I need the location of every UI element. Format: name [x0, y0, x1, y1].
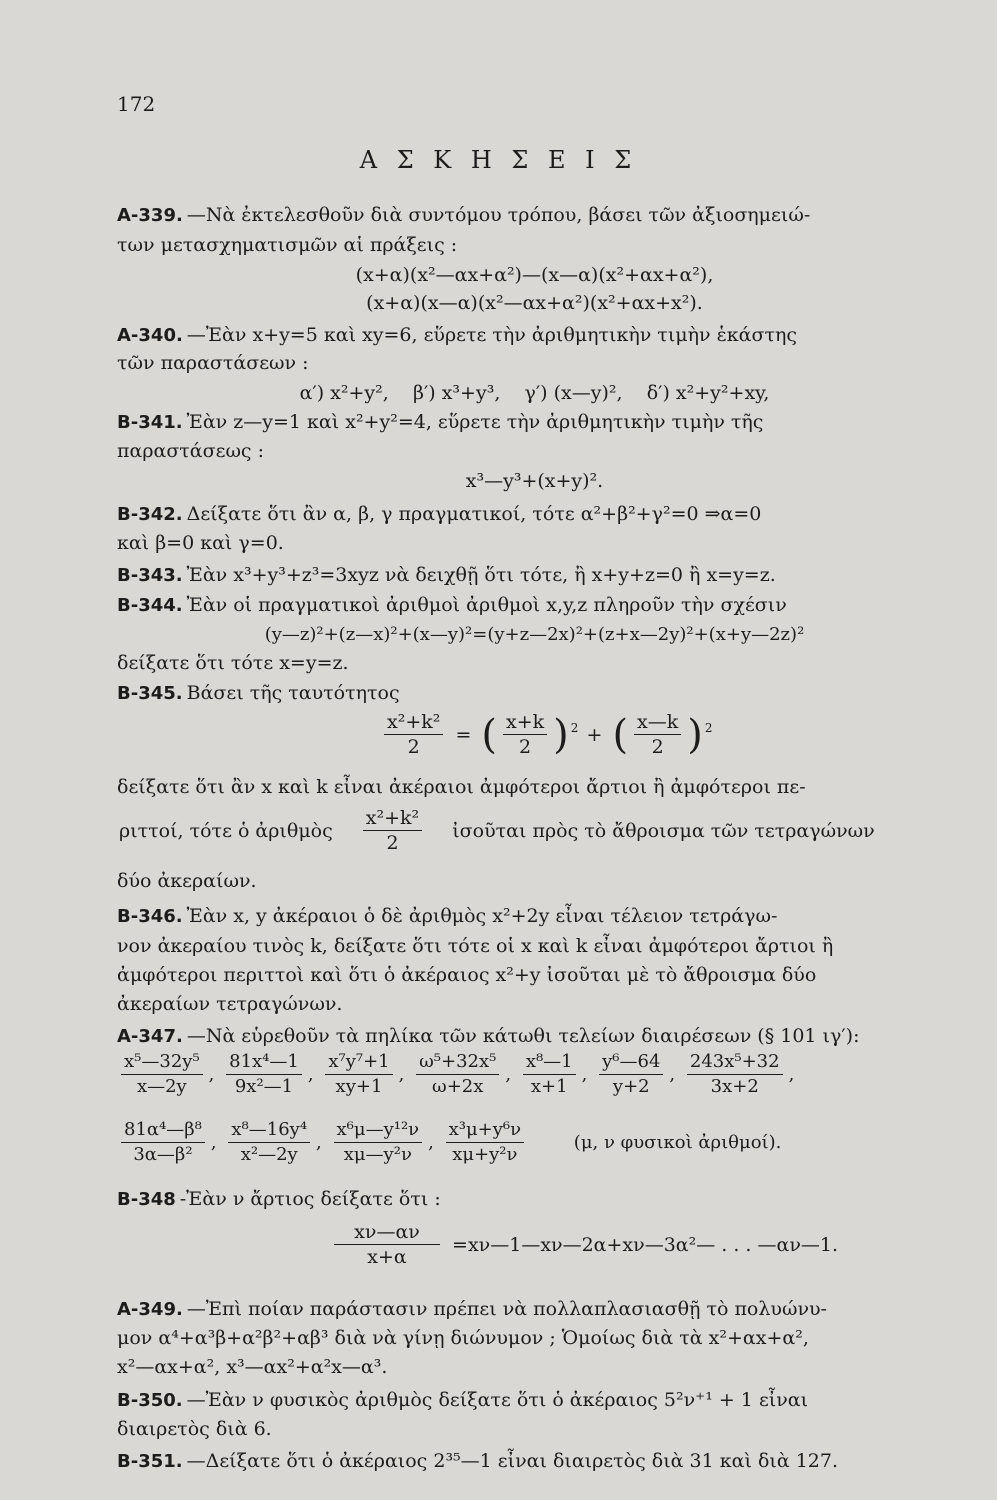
exercise-339-line1 [117, 202, 952, 229]
exercise-349-line1 [117, 1296, 952, 1323]
fraction-denominator: 2 [386, 832, 399, 854]
exercise-text: -Ἐὰν ν ἄρτιος δείξατε ὅτι : [179, 1188, 441, 1210]
fraction [384, 710, 443, 759]
quotient-fraction [121, 1118, 205, 1167]
exercise-350-line2: διαιρετὸς διὰ 6. [117, 1418, 272, 1440]
fraction-denominator: 9x²—1 [234, 1076, 294, 1097]
exercise-347-line1 [117, 1023, 952, 1050]
quotient-fraction [325, 1050, 392, 1099]
exercise-label: B-343. [117, 565, 183, 586]
quotient-fraction [334, 1118, 423, 1167]
exercise-341-line1 [117, 409, 952, 436]
left-paren: ( [612, 711, 629, 758]
page-title: Α Σ Κ Η Σ Ε Ι Σ [359, 146, 638, 174]
fraction [334, 1220, 440, 1269]
comma: , [505, 1064, 512, 1085]
exercise-351-line1 [117, 1448, 952, 1475]
exercise-344-line2: δείξατε ὅτι τότε x=y=z. [117, 652, 349, 674]
exercise-label: B-348 [117, 1189, 176, 1210]
exercise-label: A-347. [117, 1026, 183, 1047]
plus-sign: + [586, 723, 603, 746]
exercise-342-line1 [117, 501, 952, 528]
exercise-text: —Νὰ εὑρεθοῦν τὰ πηλίκα τῶν κάτωθι τελείων διαιρέσεων (§ 101 ιγ′): [186, 1025, 860, 1047]
exercise-340-formula: α′) x²+y², β′) x³+y³, γ′) (x—y)², δ′) x²+y²+xy, [299, 382, 770, 404]
exercise-350-line1 [117, 1387, 952, 1414]
fraction-numerator: x⁷y⁷+1 [325, 1050, 392, 1075]
exercise-label: A-339. [117, 205, 183, 226]
fraction [363, 806, 422, 855]
quotient-fraction [121, 1050, 203, 1099]
fraction-denominator: x—2y [136, 1076, 187, 1097]
exercise-343-line1 [117, 562, 952, 589]
exponent: 2 [704, 721, 713, 736]
exercise-344-formula: (y—z)²+(z—x)²+(x—y)²=(y+z—2x)²+(z+x—2y)²+(x+y—2z)² [264, 624, 805, 645]
quotient-fraction [523, 1050, 576, 1099]
exercise-342-line2: καὶ β=0 καὶ γ=0. [117, 532, 284, 554]
fraction-denominator: 3x+2 [710, 1076, 759, 1097]
exercise-339-formula1: (x+α)(x²—αx+α²)—(x—α)(x²+αx+α²), [355, 264, 714, 286]
exercise-346-line3: ἀμφότεροι περιττοὶ καὶ ὅτι ὁ ἀκέραιος x²+y ἰσοῦται μὲ τὸ ἄθροισμα δύο [117, 964, 817, 986]
fraction-numerator: x²+k² [363, 806, 422, 831]
comma: , [581, 1064, 588, 1085]
quotient-fraction [416, 1050, 499, 1099]
exercise-345-line4: δύο ἀκεραίων. [117, 870, 257, 892]
fraction-denominator: 3α—β² [133, 1144, 193, 1165]
exercise-339-formula2: (x+α)(x—α)(x²—αx+α²)(x²+αx+x²). [366, 292, 703, 314]
fraction-numerator: x⁸—1 [523, 1050, 576, 1075]
comma: , [208, 1064, 215, 1085]
exercise-text: Βάσει τῆς ταυτότητος [186, 682, 400, 704]
comma: , [316, 1132, 322, 1153]
exercise-345-line1 [117, 680, 952, 707]
exercise-label: B-345. [117, 683, 183, 704]
fraction-numerator: x³μ+y⁶ν [446, 1118, 524, 1143]
comma: , [307, 1064, 314, 1085]
exercise-346-line4: ἀκεραίων τετραγώνων. [117, 993, 343, 1015]
equals-sign: = [455, 723, 472, 746]
exercise-348-formula [330, 1220, 997, 1269]
fraction-numerator: 81α⁴—β⁸ [121, 1118, 205, 1143]
exercise-label: B-341. [117, 412, 183, 433]
fraction-numerator: 81x⁴—1 [226, 1050, 302, 1075]
fraction-denominator: 2 [407, 736, 420, 758]
comma: , [669, 1064, 676, 1085]
left-paren: ( [481, 711, 498, 758]
right-paren: ) [687, 711, 703, 758]
fraction-denominator: x²—2y [240, 1144, 298, 1165]
fraction-denominator: x+1 [530, 1076, 568, 1097]
fraction-numerator: x⁸—16y⁴ [228, 1118, 310, 1143]
exercise-label: B-346. [117, 906, 183, 927]
exponent: 2 [570, 721, 579, 736]
quotient-fraction [226, 1050, 302, 1099]
comma: , [210, 1132, 217, 1153]
quotient-fraction [446, 1118, 524, 1167]
fraction-numerator: xν—αν [334, 1220, 440, 1245]
exercise-text: ριττοί, τότε ὁ ἀριθμὸς [119, 819, 333, 842]
exercise-text: Ἐὰν x³+y³+z³=3xyz νὰ δειχθῇ ὅτι τότε, ἢ x+y+z=0 ἢ x=y=z. [186, 564, 776, 586]
formula-rest: =xν—1—xν—2α+xν—3α²— . . . —αν—1. [452, 1233, 839, 1256]
exercise-341-line2: παραστάσεως : [117, 440, 265, 462]
exercise-345-line3 [117, 806, 957, 855]
exercise-345-identity [380, 710, 997, 759]
fraction-numerator: 243x⁵+32 [687, 1050, 783, 1075]
exercise-note: (μ, ν φυσικοὶ ἀριθμοί). [573, 1132, 782, 1153]
fraction-denominator: xμ+y²ν [452, 1144, 518, 1165]
fraction-denominator: 2 [519, 736, 532, 758]
fraction-denominator: x+α [367, 1246, 407, 1268]
exercise-text: Ἐὰν x, y ἀκέραιοι ὁ δὲ ἀριθμὸς x²+2y εἶναι τέλειον τετράγω- [186, 905, 778, 927]
quotient-fraction [687, 1050, 783, 1099]
exercise-346-line2: νον ἀκεραίου τινὸς k, δείξατε ὅτι τότε οἱ x καὶ k εἶναι ἀμφότεροι ἄρτιοι ἢ [117, 935, 834, 957]
exercise-text: Ἐὰν z—y=1 καὶ x²+y²=4, εὕρετε τὴν ἀριθμητικὴν τιμὴν τῆς [186, 411, 764, 433]
exercise-344-line1 [117, 592, 952, 619]
exercise-label: B-350. [117, 1390, 183, 1411]
fraction-denominator: 2 [651, 736, 664, 758]
exercise-text: —Ἐὰν ν φυσικὸς ἀριθμὸς δείξατε ὅτι ὁ ἀκέραιος 5²ν⁺¹ + 1 εἶναι [186, 1389, 809, 1411]
exercise-340-line1 [117, 322, 952, 349]
fraction-numerator: ω⁵+32x⁵ [416, 1050, 499, 1075]
fraction-numerator: x⁶μ—y¹²ν [334, 1118, 423, 1143]
exercise-text: —Δείξατε ὅτι ὁ ἀκέραιος 2³⁵—1 εἶναι διαιρετὸς διὰ 31 καὶ διὰ 127. [186, 1450, 839, 1472]
exercise-341-formula: x³—y³+(x+y)². [465, 470, 604, 492]
quotient-fraction [599, 1050, 663, 1099]
exercise-label: B-351. [117, 1451, 183, 1472]
exercise-text: ἰσοῦται πρὸς τὸ ἄθροισμα τῶν τετραγώνων [452, 819, 875, 842]
exercise-346-line1 [117, 903, 952, 930]
page-number: 172 [117, 92, 156, 116]
exercise-label: B-344. [117, 595, 183, 616]
exercise-349-line3: x²—αx+α², x³—αx²+α²x—α³. [117, 1356, 388, 1378]
exercise-label: A-349. [117, 1299, 183, 1320]
fraction-numerator: x⁵—32y⁵ [121, 1050, 203, 1075]
fraction-denominator: xμ—y²ν [343, 1144, 412, 1165]
exercise-347-row1 [117, 1050, 957, 1099]
exercise-348-line1 [117, 1186, 952, 1213]
exercise-340-line2: τῶν παραστάσεων : [117, 352, 309, 374]
exercise-text: Ἐὰν οἱ πραγματικοὶ ἀριθμοὶ ἀριθμοὶ x,y,z πληροῦν τὴν σχέσιν [186, 594, 787, 616]
exercise-349-line2: μον α⁴+α³β+α²β²+αβ³ διὰ νὰ γίνῃ διώνυμον ; Ὁμοίως διὰ τὰ x²+αx+α², [117, 1327, 809, 1349]
comma: , [788, 1064, 795, 1085]
fraction-denominator: xy+1 [335, 1076, 383, 1097]
exercise-text: Δείξατε ὅτι ἂν α, β, γ πραγματικοί, τότε α²+β²+γ²=0 ⇒α=0 [186, 503, 762, 525]
fraction [634, 710, 681, 759]
exercise-text: —Νὰ ἐκτελεσθοῦν διὰ συντόμου τρόπου, βάσει τῶν ἀξιοσημειώ- [186, 204, 811, 226]
exercise-339-line2: των μετασχηματισμῶν αἱ πράξεις : [117, 234, 458, 256]
exercise-347-row2 [117, 1118, 957, 1167]
fraction-numerator: y⁶—64 [599, 1050, 663, 1075]
exercise-345-line2: δείξατε ὅτι ἂν x καὶ k εἶναι ἀκέραιοι ἀμφότεροι ἄρτιοι ἢ ἀμφότεροι πε- [117, 776, 806, 798]
exercise-label: A-340. [117, 325, 183, 346]
comma: , [398, 1064, 405, 1085]
fraction [503, 710, 547, 759]
fraction-denominator: y+2 [612, 1076, 650, 1097]
fraction-denominator: ω+2x [432, 1076, 484, 1097]
fraction-numerator: x+k [503, 710, 547, 735]
exercise-label: B-342. [117, 504, 183, 525]
fraction-numerator: x²+k² [384, 710, 443, 735]
right-paren: ) [553, 711, 569, 758]
comma: , [428, 1132, 434, 1153]
exercise-text: —Ἐὰν x+y=5 καὶ xy=6, εὕρετε τὴν ἀριθμητικὴν τιμὴν ἑκάστης [186, 324, 797, 346]
quotient-fraction [228, 1118, 310, 1167]
exercise-text: —Ἐπὶ ποίαν παράστασιν πρέπει νὰ πολλαπλασιασθῇ τὸ πολυώνυ- [186, 1298, 827, 1320]
fraction-numerator: x—k [634, 710, 681, 735]
